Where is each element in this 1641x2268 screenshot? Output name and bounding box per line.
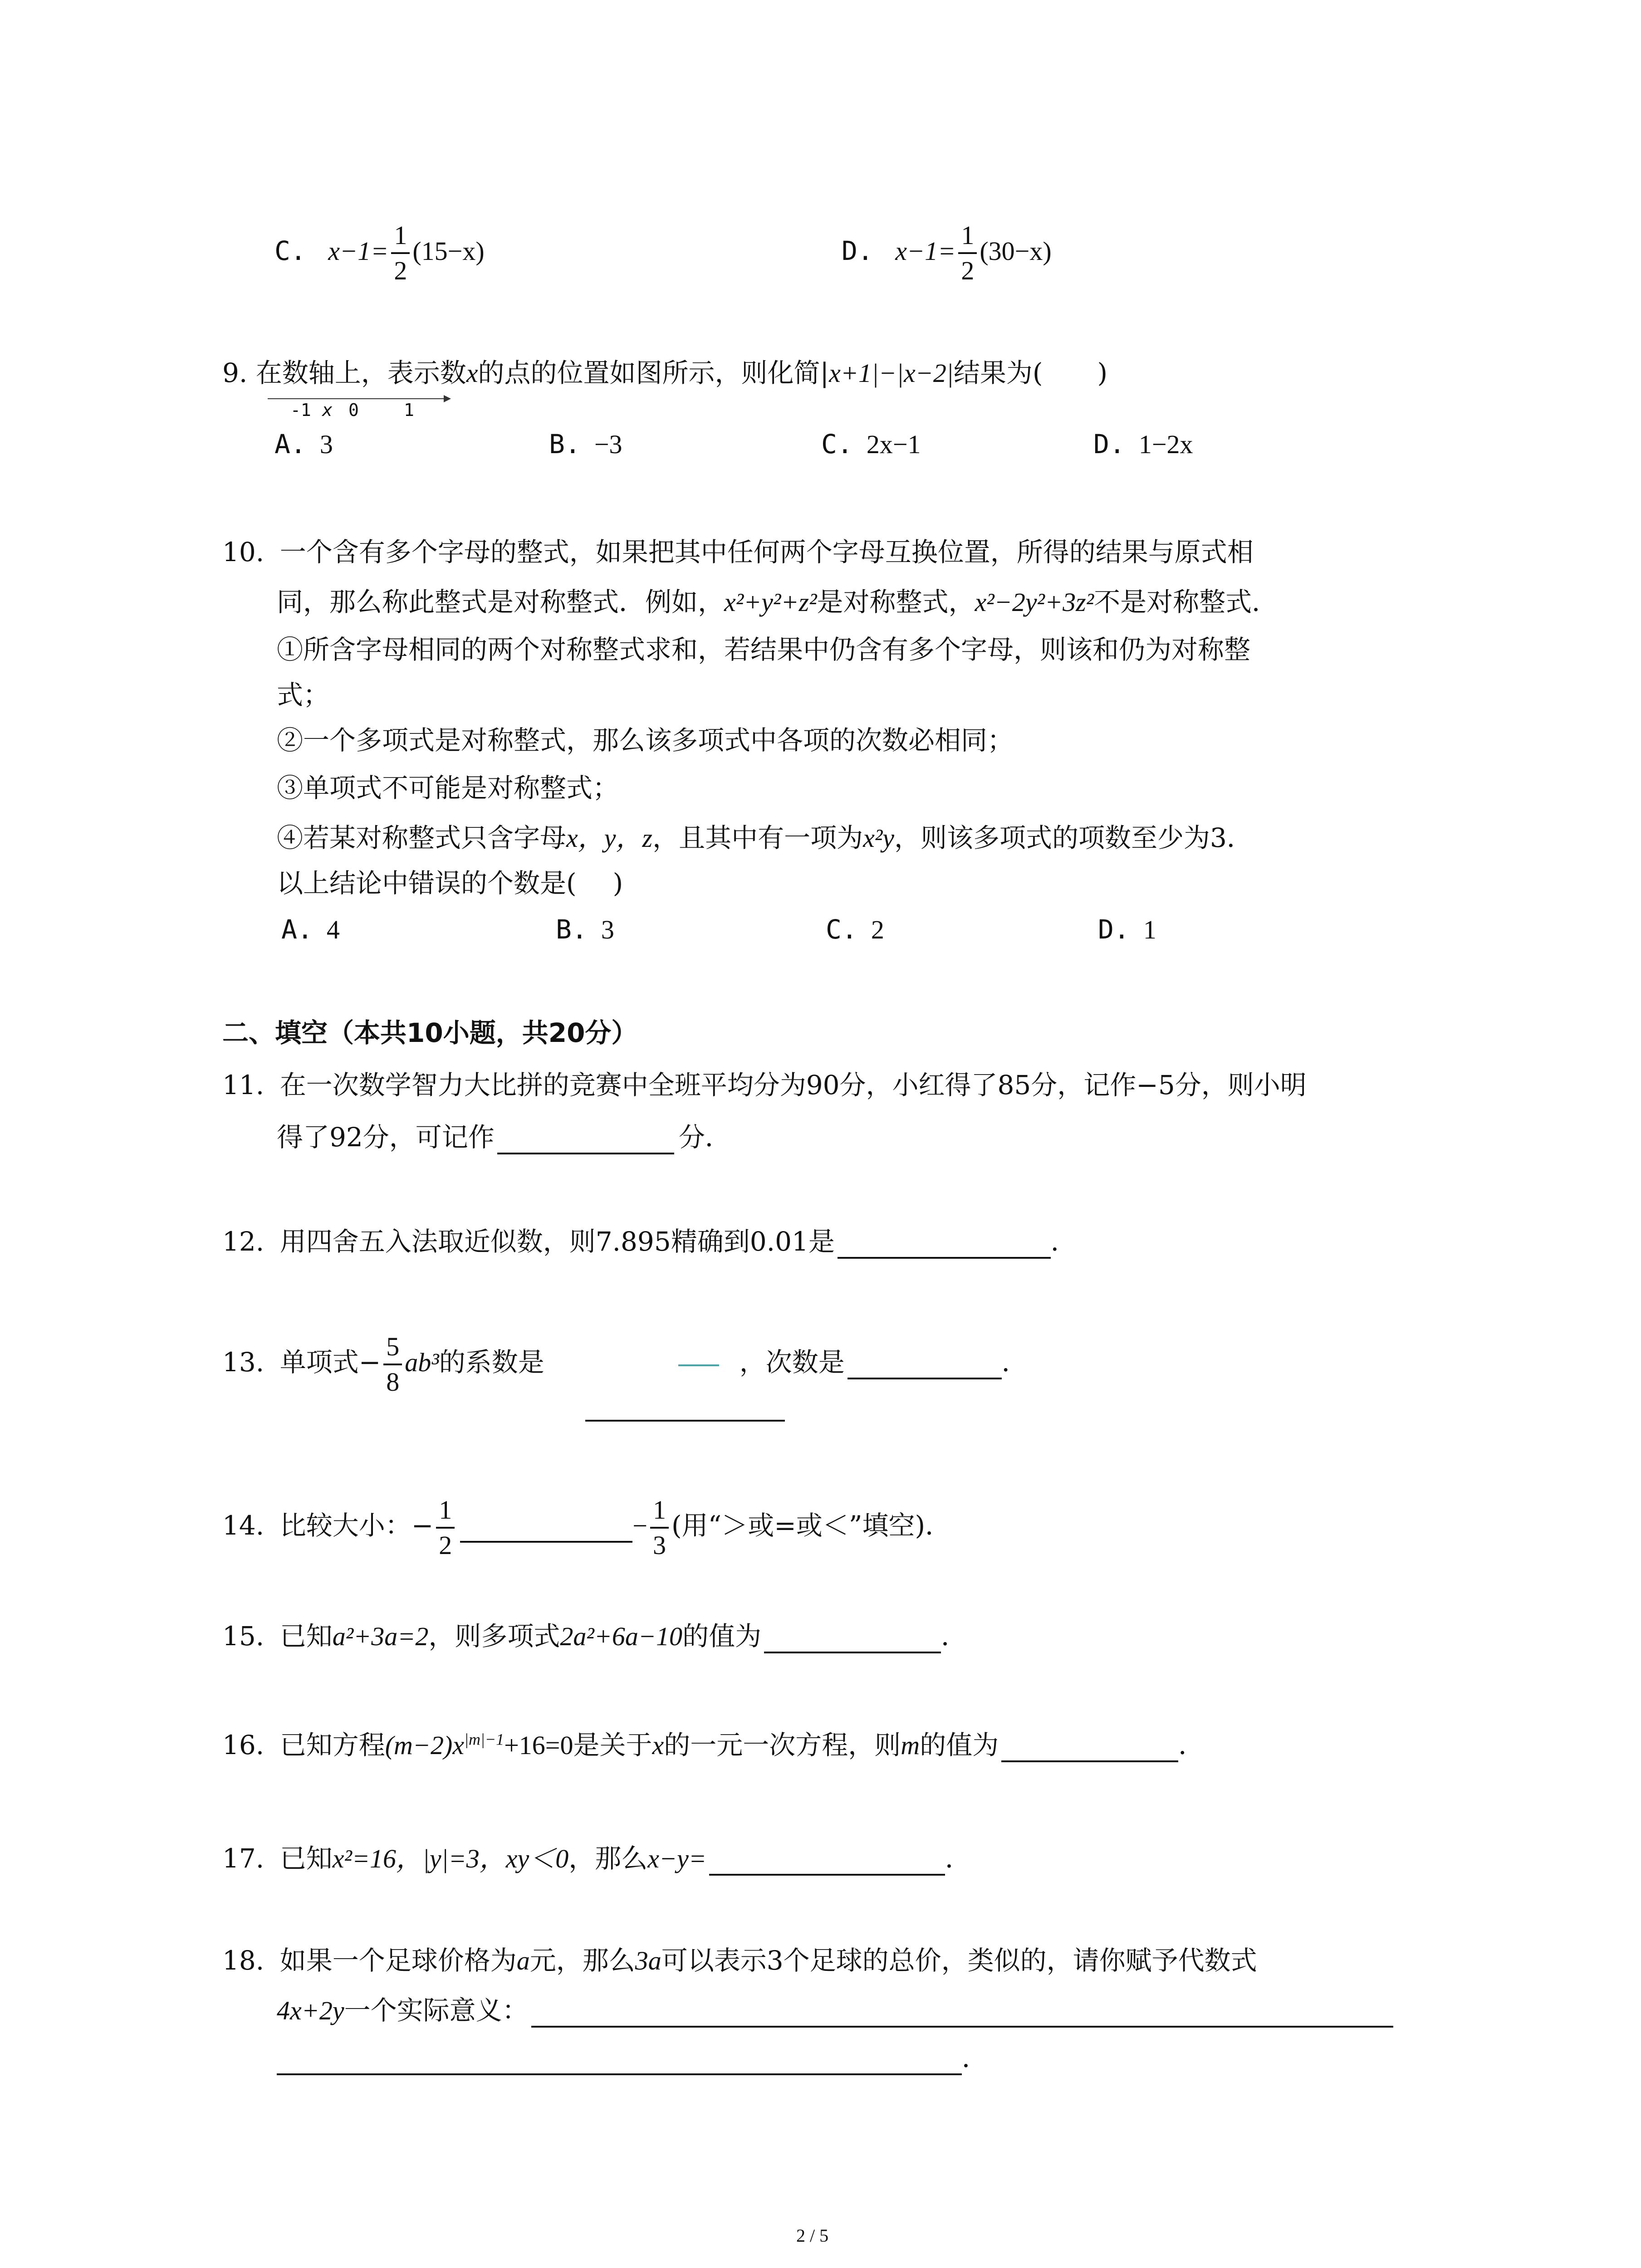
answer-blank[interactable] [838,1226,1051,1259]
math-expr: 3a [635,1946,661,1975]
question-14 [222,1497,951,1559]
question-text: 已知 [279,1621,333,1652]
option-label: C. [821,429,853,459]
question-text: 一个实际意义： [344,1995,529,2026]
q10-option-b [556,914,614,945]
question-number: 14. [222,1510,265,1541]
math-expr: 2a²+6a−10 [560,1622,683,1651]
fraction-denominator: 8 [386,1367,400,1397]
answer-blank[interactable] [497,1122,674,1154]
question-text: 如果一个足球价格为 [279,1945,517,1976]
question-11 [222,1064,1307,1102]
question-text: 一个含有多个字母的整式，如果把其中任何两个字母互换位置，所得的结果与原式相 [279,537,1254,567]
option-label: B. [549,429,581,459]
fraction [436,1497,455,1559]
question-text: ④若某对称整式只含字母 [277,822,567,853]
question-text: 在数轴上，表示数 [255,357,466,388]
answer-blank[interactable] [531,1995,1393,2028]
question-text: 比较大小：− [279,1510,434,1541]
option-label: D. [1093,429,1125,459]
question-text: ，则多项式 [428,1621,560,1652]
question-text: ，次数是 [739,1347,845,1378]
question-9 [222,352,1107,390]
answer-blank[interactable] [847,1347,1002,1379]
answer-blank[interactable] [709,1843,945,1876]
option-value: 2 [871,915,884,944]
fraction-denominator: 3 [653,1530,666,1560]
question-text: 的点的位置如图所示，则化简| [478,357,829,388]
question-text: ，则该多项式的项数至少为3． [894,822,1253,853]
section-heading: 二、填空（本共10小题，共20分） [222,1017,638,1048]
option-lhs: x−1= [895,236,956,266]
number-line-label: -1 [290,400,311,420]
question-number: 16. [222,1730,265,1760]
math-expr: x²=16，|y|=3，xy＜0 [332,1844,569,1873]
question-text: (用“＞或=或＜”填空)． [671,1510,952,1541]
question-text: 的值为 [920,1730,999,1760]
page-number: 2 / 5 [796,2225,829,2246]
question-17 [222,1837,971,1876]
q8-option-d [842,222,1052,284]
math-expr: ab³ [405,1348,439,1378]
math-expr: 4x+2y [277,1996,344,2025]
option-value: 3 [319,430,333,459]
minus-sign: − [632,1511,648,1541]
question-number: 12. [222,1226,265,1257]
question-text: 元，那么 [529,1945,635,1976]
answer-blank[interactable] [460,1510,632,1543]
q9-option-b [549,429,622,459]
option-value: 2x−1 [866,430,921,459]
answer-blank[interactable] [1001,1730,1178,1762]
fraction-numerator: 5 [383,1334,402,1365]
question-16 [222,1724,1205,1762]
fraction [383,1334,402,1395]
question-text: 的值为 [682,1621,762,1652]
period: ． [962,2043,989,2073]
option-value: 3 [601,915,614,944]
math-expr: +16=0 [504,1730,573,1760]
fraction-numerator: 1 [436,1497,455,1529]
question-text: 是对称整式， [817,587,975,617]
fraction [391,222,410,284]
teal-dash-mark [678,1364,719,1366]
fraction-denominator: 2 [961,256,975,285]
fraction-denominator: 2 [439,1530,452,1560]
period: ． [941,1621,968,1652]
math-expr: a²+3a=2 [332,1622,429,1651]
q8-option-c [274,222,485,284]
option-value: 4 [326,915,340,944]
question-text: ，那么 [568,1843,648,1874]
question-text: 得了92分，可记作 [277,1122,495,1153]
question-11-line-2 [277,1116,731,1154]
fraction-numerator: 1 [650,1497,669,1529]
fraction [650,1497,669,1559]
math-expr: x，y，z [566,823,653,853]
question-number: 9. [222,357,248,388]
arrow-icon [444,395,451,402]
math-var: a [516,1946,530,1975]
option-label: B. [556,914,588,945]
option-value: −3 [594,430,622,459]
option-label: C. [274,235,306,267]
fraction-denominator: 2 [394,256,407,285]
math-expr: x²+y²+z² [724,587,817,617]
question-10-statement-3: ③单项式不可能是对称整式； [277,772,619,803]
question-15 [222,1615,967,1653]
math-var: x [466,358,478,388]
question-text: 分． [678,1122,731,1153]
question-text: 不是对称整式． [1094,587,1279,617]
answer-blank[interactable] [277,2043,962,2075]
question-number: 15. [222,1621,265,1652]
question-number: 17. [222,1843,265,1874]
question-10-statement-1: ①所含字母相同的两个对称整式求和，若结果中仍含有多个字母，则该和仍为对称整 [277,634,1251,665]
question-12 [222,1220,1077,1259]
question-10 [222,531,1254,569]
question-text: 的一元一次方程，则 [664,1730,901,1760]
paren-close: ) [1097,357,1108,388]
number-line-label: x [322,400,333,420]
option-rhs: (30−x) [980,236,1052,266]
option-value: 1 [1143,915,1156,944]
math-expr: (m−2)x [385,1730,465,1760]
fraction-numerator: 1 [391,222,410,254]
question-13 [222,1334,1028,1395]
question-text: 已知方程 [279,1730,385,1760]
question-18-line-3 [277,2037,988,2075]
math-var: m [901,1730,920,1760]
option-rhs: (15−x) [412,236,485,266]
option-lhs: x−1= [328,236,389,266]
question-10-statement-1-cont: 式； [277,679,330,710]
answer-blank[interactable] [764,1621,941,1653]
math-exponent: |m|−1 [464,1730,505,1749]
question-10-statement-2: ②一个多项式是对称整式，那么该多项式中各项的次数必相同； [277,725,1014,756]
fraction-numerator: 1 [958,222,977,254]
question-10-statement-4 [277,816,1253,855]
math-var: x [652,1730,664,1760]
option-value: 1−2x [1138,430,1193,459]
option-label: A. [274,429,306,459]
question-text: 结果为( [953,357,1043,388]
question-number: 18. [222,1945,265,1976]
option-label: C. [826,914,857,945]
period: ． [1001,1347,1028,1378]
question-text: 单项式− [279,1347,381,1378]
q9-option-c [821,429,921,459]
q9-option-d [1093,429,1193,459]
question-text: 同，那么称此整式是对称整式．例如， [277,587,725,617]
option-label: A. [281,914,313,945]
math-expr: x−y= [647,1844,707,1873]
option-label: D. [842,235,873,267]
math-expr: x²−2y²+3z² [975,587,1094,617]
question-text: 的系数是 [439,1347,544,1378]
question-number: 10. [222,537,265,567]
question-text: 可以表示3个足球的总价，类似的，请你赋予代数式 [661,1945,1257,1976]
q10-option-a [281,914,340,945]
q10-option-c [826,914,884,945]
question-18-line-2 [277,1989,1393,2028]
question-text: 是关于 [573,1730,652,1760]
fraction [958,222,977,284]
question-text: 在一次数学智力大比拼的竞赛中全班平均分为90分，小红得了85分，记作−5分，则小明 [279,1070,1307,1100]
number-line-label: 1 [404,400,414,420]
period: ． [1050,1226,1077,1257]
question-text: 已知 [279,1843,333,1874]
question-text: 用四舍五入法取近似数，则7.895精确到0.01是 [279,1226,835,1257]
period: ． [945,1843,972,1874]
q10-option-d [1098,914,1156,945]
question-10-prompt [277,862,623,900]
question-text: ，且其中有一项为 [652,822,863,853]
question-10-line-2 [277,581,1278,619]
question-text: 以上结论中错误的个数是( [277,868,577,899]
question-number: 13. [222,1347,265,1378]
number-line-axis [268,398,445,399]
number-line-label: 0 [348,400,359,420]
question-number: 11. [222,1070,265,1100]
q9-option-a [274,429,333,459]
math-expr: x+1|−|x−2| [829,358,954,388]
option-label: D. [1098,914,1130,945]
answer-blank[interactable] [585,1415,785,1422]
paren-close: ) [612,868,623,899]
math-expr: x²y [863,823,894,853]
period: ． [1178,1730,1205,1760]
question-18 [222,1939,1257,1977]
number-line [268,395,458,422]
